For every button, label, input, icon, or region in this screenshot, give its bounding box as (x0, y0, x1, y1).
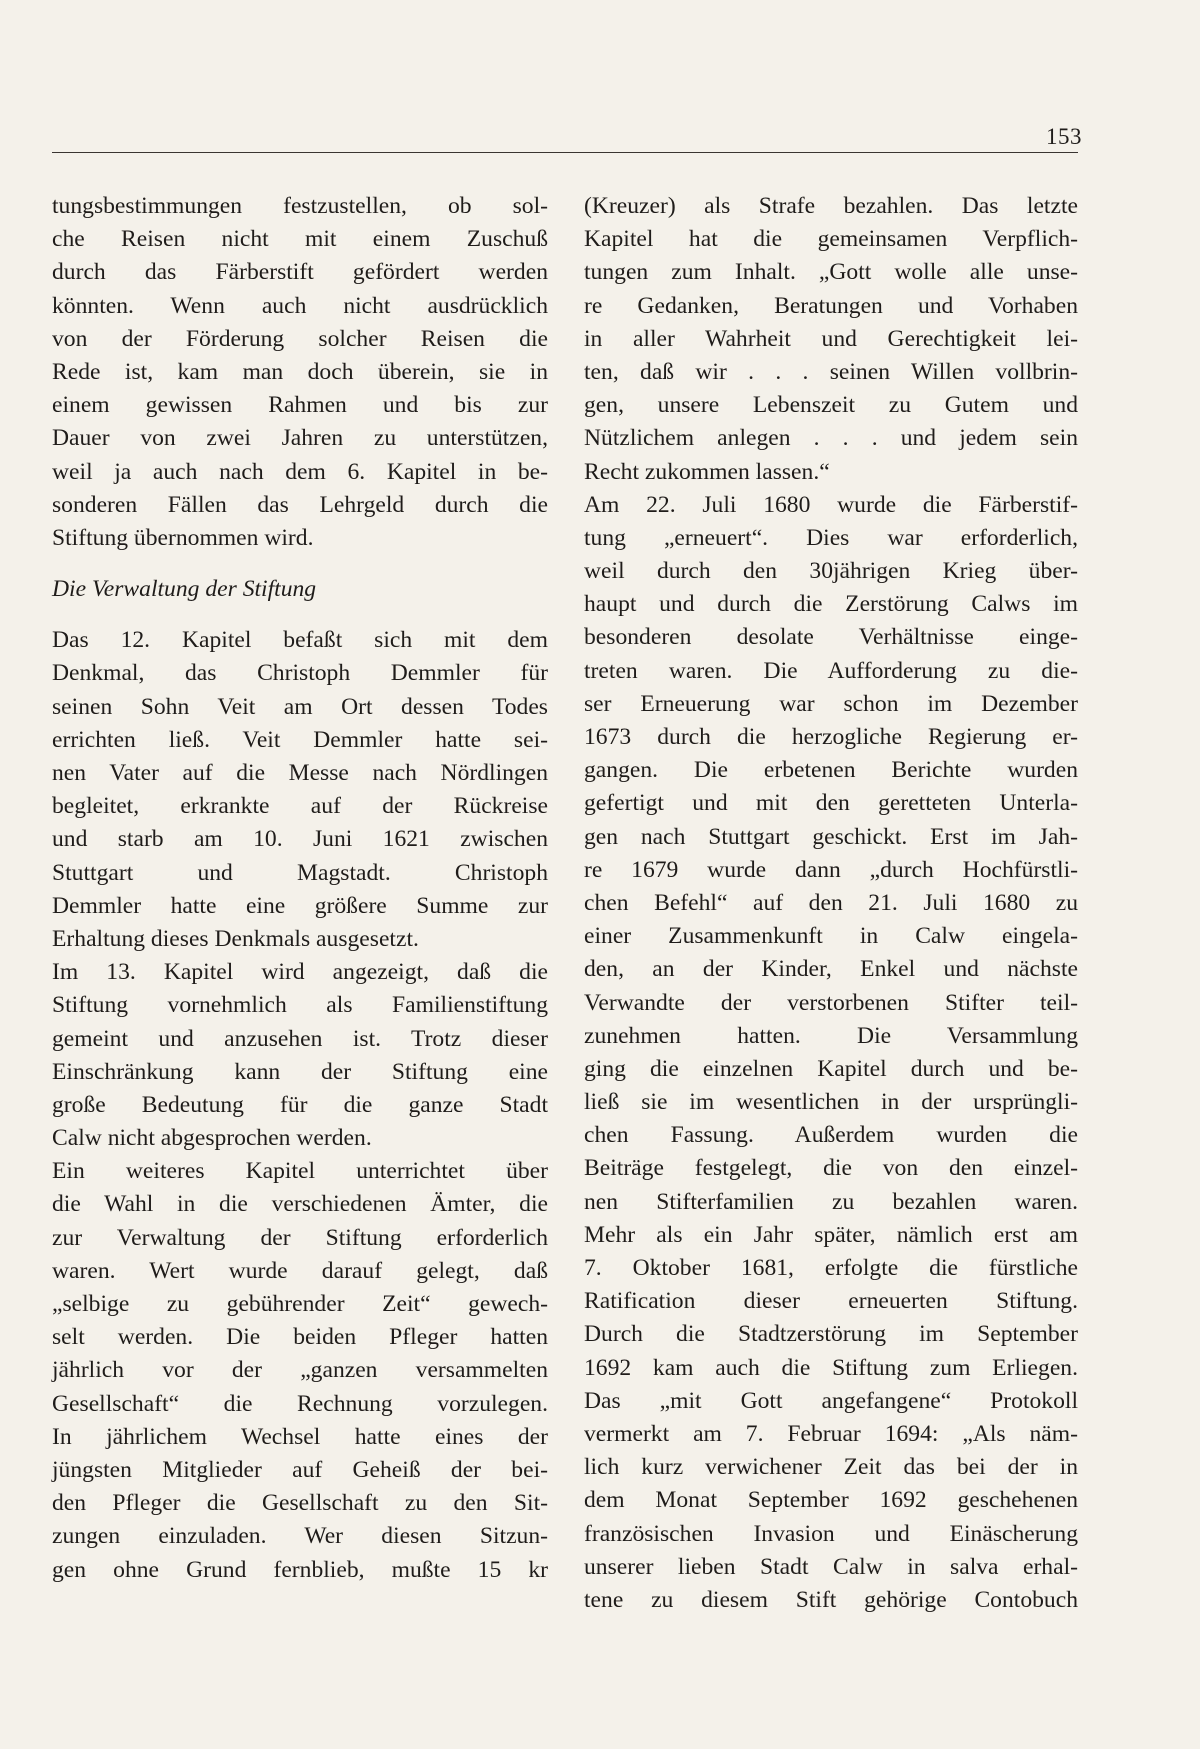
right-text-line: gefertigt und mit den geretteten Unterla- (584, 790, 1078, 817)
left-text-line: Dauer von zwei Jahren zu unterstützen, (52, 425, 548, 452)
right-text-line: gen nach Stuttgart geschickt. Erst im Jah- (584, 823, 1078, 850)
left-text-line: Calw nicht abgesprochen werden. (52, 1125, 372, 1152)
right-text-column (584, 190, 1078, 1617)
right-text-line: weil durch den 30jährigen Krieg über- (584, 558, 1078, 585)
right-text-line: einer Zusammenkunft in Calw eingela- (584, 923, 1078, 950)
left-text-line: gemeint und anzusehen ist. Trotz dieser (52, 1025, 548, 1052)
left-text-line: In jährlichem Wechsel hatte eines der (52, 1423, 548, 1450)
right-text-line: tene zu diesem Stift gehörige Contobuch (584, 1586, 1078, 1613)
right-text-line: ließ sie im wesentlichen in der ursprüngli- (584, 1089, 1078, 1116)
left-text-line: Stiftung vornehmlich als Familienstiftung (52, 992, 548, 1019)
right-text-line: unserer lieben Stadt Calw in salva erhal- (584, 1553, 1078, 1580)
paragraph-gap (52, 606, 548, 624)
left-text-line: jüngsten Mitglieder auf Geheiß der bei- (52, 1456, 548, 1483)
right-text-line: 7. Oktober 1681, erfolgte die fürstliche (584, 1255, 1078, 1281)
left-text-line: Im 13. Kapitel wird angezeigt, daß die (52, 959, 548, 986)
left-text-line: Stuttgart und Magstadt. Christoph (52, 859, 548, 886)
right-text-line: ser Erneuerung war schon im Dezember (584, 690, 1078, 717)
page-number: 153 (1046, 124, 1082, 149)
right-text-line: Kapitel hat die gemeinsamen Verpflich- (584, 226, 1078, 253)
left-text-line: Stiftung übernommen wird. (52, 524, 314, 551)
right-text-line: tungen zum Inhalt. „Gott wolle alle unse- (584, 259, 1078, 286)
left-text-line: seinen Sohn Veit am Ort dessen Todes (52, 693, 548, 720)
right-text-line: Mehr als ein Jahr später, nämlich erst am (584, 1221, 1078, 1248)
right-text-line: re Gedanken, Beratungen und Vorhaben (584, 292, 1078, 319)
left-text-line: die Wahl in die verschiedenen Ämter, die (52, 1191, 548, 1218)
left-text-line: könnten. Wenn auch nicht ausdrücklich (52, 292, 548, 319)
right-text-line: gen, unsere Lebenszeit zu Gutem und (584, 392, 1078, 419)
left-text-line: sonderen Fällen das Lehrgeld durch die (52, 491, 548, 518)
right-text-line: den, an der Kinder, Enkel und nächste (584, 956, 1078, 983)
right-text-line: zunehmen hatten. Die Versammlung (584, 1022, 1078, 1049)
left-text-line: tungsbestimmungen festzustellen, ob sol- (52, 193, 548, 219)
left-text-line: che Reisen nicht mit einem Zuschuß (52, 226, 548, 253)
right-text-line: haupt und durch die Zerstörung Calws im (584, 591, 1078, 618)
left-text-line: Erhaltung dieses Denkmals ausgesetzt. (52, 925, 419, 952)
right-text-line: besonderen desolate Verhältnisse einge- (584, 624, 1078, 651)
right-text-line: französischen Invasion und Einäscherung (584, 1520, 1078, 1547)
left-text-line: zungen einzuladen. Wer diesen Sitzun- (52, 1523, 548, 1550)
left-text-line: waren. Wert wurde darauf gelegt, daß (52, 1257, 548, 1284)
right-text-line: re 1679 wurde dann „durch Hochfürstli- (584, 856, 1078, 883)
left-text-column (52, 190, 548, 1587)
left-text-line: Demmler hatte eine größere Summe zur (52, 892, 548, 919)
left-text-line: Ein weiteres Kapitel unterrichtet über (52, 1158, 548, 1185)
left-text-line: jährlich vor der „ganzen versammelten (52, 1357, 548, 1384)
left-text-line: Das 12. Kapitel befaßt sich mit dem (52, 627, 548, 654)
right-text-line: (Kreuzer) als Strafe bezahlen. Das letzte (584, 193, 1078, 219)
left-text-line: nen Vater auf die Messe nach Nördlingen (52, 760, 548, 786)
right-text-line: Verwandte der verstorbenen Stifter teil- (584, 989, 1078, 1016)
right-text-line: treten waren. Die Aufforderung zu die- (584, 657, 1078, 684)
left-text-line: den Pfleger die Gesellschaft zu den Sit- (52, 1490, 548, 1517)
left-text-line: „selbige zu gebührender Zeit“ gewech- (52, 1291, 548, 1317)
left-text-line: Gesellschaft“ die Rechnung vorzulegen. (52, 1390, 548, 1417)
right-text-line: Durch die Stadtzerstörung im September (584, 1321, 1078, 1348)
right-text-line: gangen. Die erbetenen Berichte wurden (584, 757, 1078, 784)
right-text-line: lich kurz verwichener Zeit das bei der in (584, 1454, 1078, 1481)
left-text-line: Denkmal, das Christoph Demmler für (52, 660, 548, 687)
left-text-line: Rede ist, kam man doch überein, sie in (52, 358, 548, 385)
right-text-line: Ratification dieser erneuerten Stiftung. (584, 1288, 1078, 1315)
right-text-line: 1692 kam auch die Stiftung zum Erliegen. (584, 1354, 1078, 1381)
right-text-line: nen Stifterfamilien zu bezahlen waren. (584, 1188, 1078, 1215)
right-text-line: Am 22. Juli 1680 wurde die Färberstif- (584, 491, 1078, 518)
left-text-line: gen ohne Grund fernblieb, mußte 15 kr (52, 1556, 548, 1583)
paragraph-gap (52, 555, 548, 573)
left-text-line: begleitet, erkrankte auf der Rückreise (52, 793, 548, 820)
right-text-line: tung „erneuert“. Dies war erforderlich, (584, 524, 1078, 551)
left-text-line: und starb am 10. Juni 1621 zwischen (52, 826, 548, 853)
right-text-line: chen Fassung. Außerdem wurden die (584, 1122, 1078, 1149)
right-text-line: Nützlichem anlegen . . . und jedem sein (584, 425, 1078, 452)
right-text-line: vermerkt am 7. Februar 1694: „Als näm- (584, 1420, 1078, 1447)
right-text-line: ten, daß wir . . . seinen Willen vollbrin- (584, 358, 1078, 385)
left-text-line: von der Förderung solcher Reisen die (52, 325, 548, 352)
right-text-line: in aller Wahrheit und Gerechtigkeit lei- (584, 325, 1078, 352)
left-text-line: selt werden. Die beiden Pfleger hatten (52, 1324, 548, 1351)
right-text-line: 1673 durch die herzogliche Regierung er- (584, 724, 1078, 750)
right-text-line: chen Befehl“ auf den 21. Juli 1680 zu (584, 889, 1078, 916)
left-text-line: errichten ließ. Veit Demmler hatte sei- (52, 726, 548, 753)
left-text-line: durch das Färberstift gefördert werden (52, 259, 548, 286)
right-text-line: Recht zukommen lassen.“ (584, 458, 830, 485)
right-text-line: Das „mit Gott angefangene“ Protokoll (584, 1387, 1078, 1414)
right-text-line: dem Monat September 1692 geschehenen (584, 1487, 1078, 1514)
left-text-line: große Bedeutung für die ganze Stadt (52, 1091, 548, 1118)
right-text-line: Beiträge festgelegt, die von den einzel- (584, 1155, 1078, 1182)
left-text-line: einem gewissen Rahmen und bis zur (52, 392, 548, 419)
left-text-line: weil ja auch nach dem 6. Kapitel in be- (52, 458, 548, 485)
left-text-line: Einschränkung kann der Stiftung eine (52, 1058, 548, 1085)
header-rule (52, 152, 1078, 153)
left-text-line: zur Verwaltung der Stiftung erforderlich (52, 1224, 548, 1251)
section-heading: Die Verwaltung der Stiftung (52, 576, 317, 603)
right-text-line: ging die einzelnen Kapitel durch und be- (584, 1055, 1078, 1082)
